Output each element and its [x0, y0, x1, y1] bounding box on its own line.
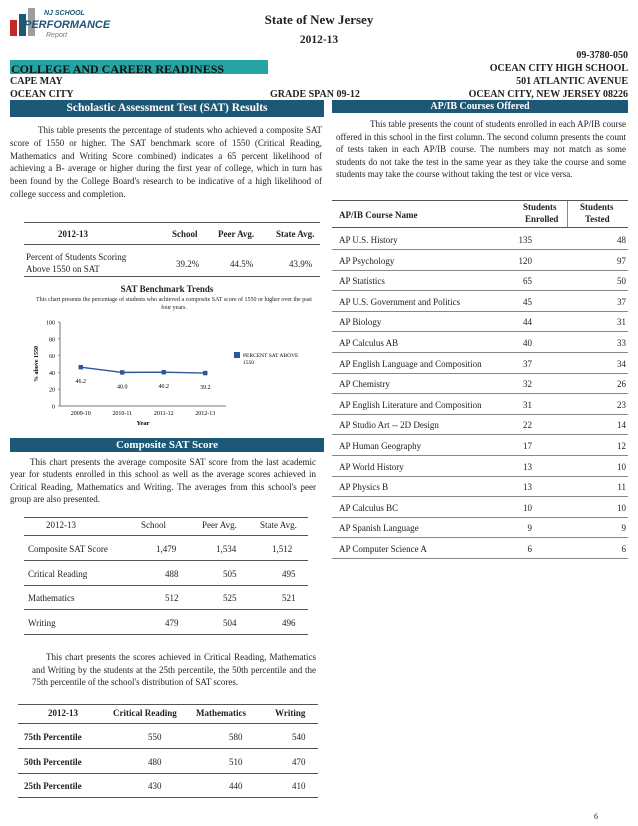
ap-students-enrolled: 31: [523, 399, 532, 410]
composite-row-peer: 525: [223, 593, 237, 603]
ap-header-tested-line2: Tested: [585, 214, 610, 224]
ap-students-enrolled: 17: [523, 441, 532, 451]
chart-x-axis-label: Year: [136, 420, 150, 427]
percentile-table-top-border: [18, 704, 318, 705]
composite-row-school: 512: [165, 593, 179, 603]
ap-students-enrolled: 9: [527, 523, 532, 534]
composite-row-label: Composite SAT Score: [28, 544, 108, 554]
ap-course-row: [332, 476, 628, 497]
sat-benchmark-state: 43.9%: [289, 259, 313, 269]
sat-table-header-school: School: [172, 229, 198, 239]
chart-series-line: [81, 367, 206, 373]
percentile-row-label: 25th Percentile: [24, 781, 82, 791]
ap-students-tested: 37: [617, 296, 626, 307]
composite-row-state: 495: [282, 568, 296, 579]
ap-students-tested: 10: [617, 502, 626, 513]
composite-row-label: Mathematics: [28, 593, 75, 603]
chart-y-axis-label: % above 1550: [34, 346, 40, 382]
ap-course-row: [332, 353, 628, 374]
composite-header-state: State Avg.: [260, 520, 297, 530]
ap-header-divider: [567, 201, 568, 227]
ap-table-top-border: [332, 200, 628, 201]
ap-students-tested: 33: [617, 338, 626, 348]
ap-students-tested: 31: [617, 317, 626, 328]
ap-description: This table presents the count of students enrolled in each AP/IB course offered in this school in the first column. The second column presents the count of tests taken in each AP/IB course. The numbers may not match as some students do not take the test in the same year as they take the course and some students may take the course without taking the test or vice versa.: [336, 119, 626, 180]
composite-row-peer: 505: [223, 568, 237, 579]
ap-course-row: [332, 435, 628, 456]
chart-legend-label-line2: 1550: [243, 360, 254, 366]
sat-benchmark-row-label: Percent of Students Scoring Above 1550 on SAT: [26, 252, 127, 274]
ap-students-tested: 34: [617, 358, 626, 369]
ap-students-tested: 23: [617, 399, 626, 410]
district-name: OCEAN CITY: [10, 89, 74, 100]
ap-course-name: AP Human Geography: [339, 441, 422, 451]
sat-benchmark-school: 39.2%: [176, 259, 200, 269]
percentile-row-math: 510: [229, 756, 243, 767]
percentile-header-writing: Writing: [275, 708, 306, 718]
composite-header-year: 2012-13: [46, 520, 76, 530]
ap-header-enrolled-line1: Students: [523, 202, 557, 212]
percentile-description: This chart presents the scores achieved in Critical Reading, Mathematics and Writing by the students at the 25th percentile, the 50th percentile and the 75th percentile of the school's distribution of SAT scores.: [32, 652, 316, 687]
ap-students-tested: 48: [617, 235, 626, 245]
ap-course-name: AP Calculus BC: [339, 502, 399, 513]
county-name: CAPE MAY: [10, 76, 63, 87]
ap-course-name: AP Psychology: [339, 255, 395, 266]
composite-header-border: [24, 535, 308, 536]
composite-row-peer: 504: [223, 617, 237, 628]
chart-y-tick-label: 0: [52, 404, 55, 411]
percentile-row-border: [18, 797, 318, 798]
composite-row-border: [24, 634, 308, 635]
logo-line2: PERFORMANCE: [24, 19, 111, 31]
chart-legend-swatch: [234, 352, 240, 358]
ap-students-tested: 14: [617, 420, 626, 431]
composite-description: This chart presents the average composite SAT score from the last academic year for students enrolled in this school as well as the average scores achieved in Critical Reading, Mathematics and Writing. The averages from this school's peer group are also presented.: [10, 457, 316, 504]
percentile-header-border: [18, 723, 318, 724]
composite-row-school: 479: [165, 617, 179, 628]
ap-course-name: AP Calculus AB: [339, 338, 399, 348]
ap-course-name: AP Physics B: [339, 482, 389, 493]
ap-course-row: [332, 456, 628, 477]
ap-course-name: AP English Literature and Composition: [339, 399, 482, 410]
grade-span: GRADE SPAN 09-12: [270, 89, 360, 100]
percentile-row-math: 580: [229, 732, 243, 742]
ap-students-enrolled: 22: [523, 420, 532, 431]
ap-students-enrolled: 32: [523, 379, 532, 390]
percentile-row-cr: 550: [148, 732, 162, 742]
ap-course-name: AP U.S. History: [339, 235, 398, 245]
sat-table-header-peer: Peer Avg.: [218, 229, 255, 239]
ap-students-enrolled: 65: [523, 276, 532, 287]
state-title: State of New Jersey: [264, 12, 374, 27]
chart-x-tick-label: 2009-10: [70, 411, 91, 417]
composite-row-label: Critical Reading: [28, 568, 88, 579]
ap-header-tested-line1: Students: [580, 202, 614, 212]
ap-header-enrolled-line2: Enrolled: [525, 214, 559, 224]
chart-y-tick-label: 40: [49, 370, 55, 377]
ap-students-enrolled: 6: [527, 544, 532, 554]
sat-table-header-state: State Avg.: [276, 229, 315, 239]
section-banner: [10, 60, 268, 74]
chart-legend-label-line1: PERCENT SAT ABOVE: [243, 353, 299, 359]
ap-course-name: AP English Language and Composition: [339, 358, 482, 369]
composite-header-peer: Peer Avg.: [202, 520, 237, 530]
sat-table-header-border: [24, 244, 320, 245]
ap-course-name: AP World History: [339, 461, 404, 472]
ap-header-border: [332, 227, 628, 228]
chart-y-tick-label: 80: [49, 337, 55, 344]
percentile-header-math: Mathematics: [196, 708, 246, 718]
ap-students-enrolled: 13: [523, 482, 532, 493]
composite-row-state: 521: [282, 593, 296, 603]
ap-course-row: [332, 229, 628, 250]
ap-course-name: AP Statistics: [339, 276, 385, 287]
chart-y-tick-label: 20: [49, 387, 55, 394]
sat-description: This table presents the percentage of students who achieved a composite SAT score of 1550 or higher. The SAT benchmark score of 1550 (Critical Reading, Mathematics and Writing Score combined) indicates a 65 percent likelihood of achieving a B- average or higher during the first year of college, which in turn has been found by the College Board's research to be indicative of a high likelihood of college success and completion.: [10, 125, 322, 199]
ap-students-enrolled: 10: [523, 502, 532, 513]
composite-row-school: 1,479: [156, 544, 177, 554]
chart-y-tick-label: 100: [46, 320, 55, 327]
chart-x-tick-label: 2012-13: [195, 411, 216, 417]
composite-row-state: 1,512: [272, 544, 293, 554]
ap-students-enrolled: 37: [523, 358, 532, 369]
ap-course-row: [332, 291, 628, 312]
ap-course-name: AP Chemistry: [339, 379, 390, 390]
chart-data-label: 40.2: [158, 384, 169, 391]
percentile-header-year: 2012-13: [48, 708, 78, 718]
school-name: OCEAN CITY HIGH SCHOOL: [489, 63, 628, 74]
composite-table-top-border: [24, 517, 308, 518]
logo-line1: NJ SCHOOL: [44, 10, 85, 17]
sat-table-header-year: 2012-13: [58, 229, 88, 239]
composite-row-label: Writing: [28, 617, 56, 628]
ap-students-tested: 12: [617, 441, 626, 451]
chart-x-tick-label: 2010-11: [112, 411, 133, 417]
ap-course-name: AP Spanish Language: [339, 523, 419, 534]
chart-data-point: [120, 370, 124, 374]
ap-course-row: [332, 497, 628, 518]
ap-students-enrolled: 120: [518, 255, 532, 266]
ap-students-tested: 97: [617, 255, 626, 266]
ap-course-row: [332, 250, 628, 271]
percentile-row-border: [18, 773, 318, 774]
ap-course-name: AP Computer Science A: [339, 544, 427, 554]
sat-table-bottom-border: [24, 276, 320, 277]
chart-data-point: [203, 371, 207, 375]
chart-data-point: [79, 365, 83, 369]
ap-students-tested: 50: [617, 276, 626, 287]
chart-data-label: 40.0: [117, 384, 128, 391]
section-banner-title: COLLEGE AND CAREER READINESS: [11, 62, 225, 76]
percentile-row-writing: 410: [292, 781, 306, 791]
ap-students-tested: 6: [621, 544, 626, 554]
ap-course-name: AP Studio Art -- 2D Design: [339, 420, 439, 431]
ap-students-enrolled: 44: [523, 317, 532, 328]
sat-section-header: Scholastic Assessment Test (SAT) Results: [10, 100, 324, 117]
ap-course-row: [332, 394, 628, 415]
composite-section-header: Composite SAT Score: [10, 438, 324, 452]
chart-subtitle: This chart presents the percentage of students who achieved a composite SAT score of 1550 or higher over the past four years.: [36, 297, 312, 311]
percentile-header-cr: Critical Reading: [113, 708, 177, 718]
ap-course-row: [332, 311, 628, 332]
ap-course-row: [332, 517, 628, 538]
percentile-row-writing: 470: [292, 756, 306, 767]
percentile-row-cr: 480: [148, 756, 162, 767]
ap-course-row: [332, 270, 628, 291]
ap-students-tested: 26: [617, 379, 626, 390]
chart-y-tick-label: 60: [49, 354, 55, 361]
percentile-row-math: 440: [229, 781, 243, 791]
ap-students-enrolled: 45: [523, 296, 532, 307]
sat-benchmark-line-chart: [30, 316, 320, 431]
ap-section-header: AP/IB Courses Offered: [332, 100, 628, 113]
composite-row-border: [24, 560, 308, 561]
chart-x-tick-label: 2011-12: [153, 411, 174, 417]
percentile-row-writing: 540: [292, 732, 306, 742]
percentile-row-border: [18, 748, 318, 749]
ap-students-enrolled: 13: [523, 461, 532, 472]
composite-row-border: [24, 585, 308, 586]
ap-header-course: AP/IB Course Name: [339, 210, 418, 220]
ap-course-name: AP Biology: [339, 317, 382, 328]
school-code: 09-3780-050: [576, 50, 628, 61]
composite-row-border: [24, 609, 308, 610]
year-title: 2012-13: [299, 34, 339, 46]
composite-row-state: 496: [282, 617, 296, 628]
composite-header-school: School: [141, 520, 167, 530]
composite-row-school: 488: [165, 568, 179, 579]
composite-row-peer: 1,534: [216, 544, 237, 554]
ap-students-tested: 9: [621, 523, 626, 534]
ap-students-enrolled: 135: [518, 235, 532, 245]
school-address2: OCEAN CITY, NEW JERSEY 08226: [468, 89, 628, 100]
chart-data-label: 46.2: [75, 379, 86, 386]
ap-course-name: AP U.S. Government and Politics: [339, 296, 461, 307]
chart-title: SAT Benchmark Trends: [120, 284, 214, 294]
percentile-row-cr: 430: [148, 781, 162, 791]
sat-table-top-border: [24, 222, 320, 223]
ap-students-tested: 11: [617, 482, 626, 493]
ap-course-row: [332, 332, 628, 353]
page-number: 6: [594, 812, 598, 821]
ap-course-row: [332, 414, 628, 435]
chart-data-label: 39.2: [200, 385, 211, 392]
ap-course-row: [332, 373, 628, 394]
chart-data-point: [162, 370, 166, 374]
logo-line3: Report: [46, 32, 68, 39]
percentile-row-label: 75th Percentile: [24, 732, 82, 742]
school-address1: 501 ATLANTIC AVENUE: [516, 76, 628, 87]
percentile-row-label: 50th Percentile: [24, 756, 82, 767]
ap-students-enrolled: 40: [523, 338, 532, 348]
ap-course-row: [332, 538, 628, 559]
ap-students-tested: 10: [617, 461, 626, 472]
sat-benchmark-peer: 44.5%: [230, 259, 254, 269]
